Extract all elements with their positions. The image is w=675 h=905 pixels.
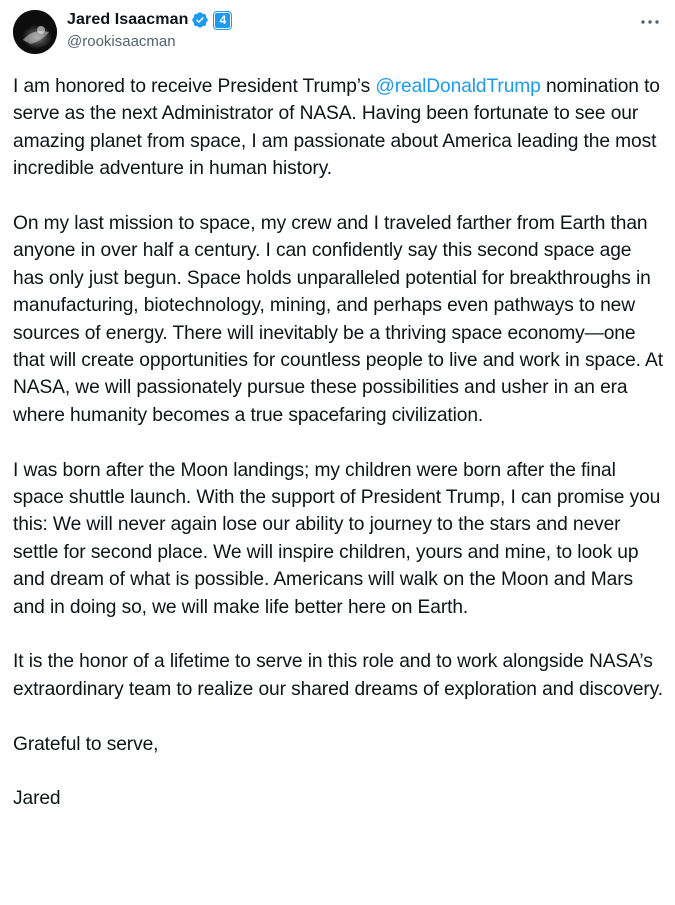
paragraph-6: Jared — [13, 788, 61, 810]
avatar[interactable] — [13, 10, 57, 54]
verified-badge-icon[interactable] — [191, 11, 209, 29]
handle[interactable]: @rookisaacman — [67, 33, 176, 50]
more-options-icon[interactable] — [638, 12, 662, 32]
display-name[interactable]: Jared Isaacman — [67, 11, 189, 28]
paragraph-1 — [13, 73, 665, 183]
paragraph-1-end: nomination to serve as the next Administrator of NASA. Having been fortunate to see our amazing planet from space, I am passionate about America leading the most incredible adventure in human history. — [13, 76, 660, 180]
paragraph-2: On my last mission to space, my crew and I traveled farther from Earth than anyone in over half a century. I can confidently say this second space age has only just begun. Space holds unparalleled potential for breakthroughs in manufacturing, biotechnology, mining, and perhaps even pathways to new sources of energy. There will inevitably be a thriving space economy—one that will create opportunities for countless people to live and work in space. At NASA, we will passionately pursue these possibilities and usher in an era where humanity becomes a true spacefaring civilization. — [13, 213, 663, 426]
author-names — [67, 8, 231, 50]
mention-link[interactable]: @realDonaldTrump — [375, 76, 541, 97]
affiliate-badge[interactable]: 4 — [214, 12, 231, 29]
paragraph-5: Grateful to serve, — [13, 733, 159, 755]
tweet-body — [13, 73, 665, 840]
paragraph-1-start: I am honored to receive President Trump’s — [13, 76, 376, 97]
paragraph-4: It is the honor of a lifetime to serve in this role and to work alongside NASA’s extraordinary team to realize our shared dreams of exploration and discovery. — [13, 651, 663, 700]
paragraph-3: I was born after the Moon landings; my children were born after the final space shuttle launch. With the support of President Trump, I can promise you this: We will never again lose our ability to journey to the stars and never settle for second place. We will inspire children, yours and mine, to look up and dream of what is possible. Americans will walk on the Moon and Mars and in doing so, we will make life better here on Earth. — [13, 459, 661, 618]
tweet-header — [13, 8, 662, 58]
name-row — [67, 9, 231, 31]
